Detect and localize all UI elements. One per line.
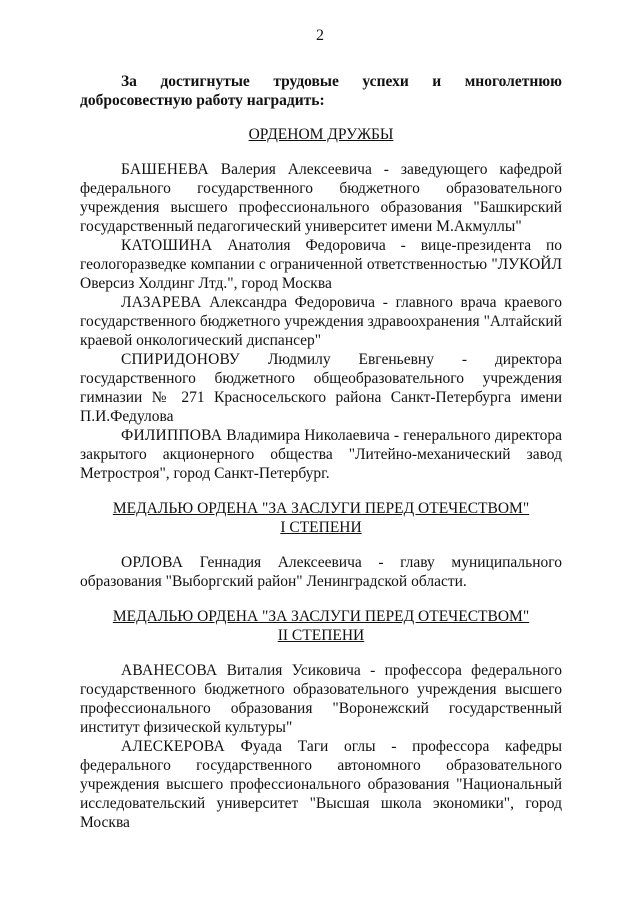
section-heading: ОРДЕНОМ ДРУЖБЫ bbox=[248, 126, 394, 143]
recipient-details: Валерия Алексеевича - заведующего кафедрой федерального государственного бюджетного образовательного учреждения высшего профессионального образования "Башкирский государственный педагогический университет имени М.Акмуллы" bbox=[80, 161, 562, 235]
section-heading: МЕДАЛЬЮ ОРДЕНА "ЗА ЗАСЛУГИ ПЕРЕД ОТЕЧЕСТВОМ" bbox=[112, 500, 530, 517]
award-entry bbox=[80, 553, 562, 591]
page-number: 2 bbox=[316, 27, 324, 44]
recipient-details: Анатолия Федоровича - вице-президента по геологоразведке компании с ограниченной ответственностью "ЛУКОЙЛ Оверсиз Холдинг Лтд.", город Москва bbox=[80, 237, 562, 292]
award-section-medal-second-degree bbox=[80, 607, 562, 832]
recipient-details: Людмилу Евгеньевну - директора государственного бюджетного общеобразовательного учреждения гимназии № 271 Красносельского района Санкт-Петербурга имени П.И.Федулова bbox=[80, 351, 562, 425]
recipient-surname: АЛЕСКЕРОВА bbox=[121, 738, 225, 755]
award-entry bbox=[80, 426, 562, 483]
award-section-order-of-friendship bbox=[80, 125, 562, 483]
recipient-surname: ЛАЗАРЕВА bbox=[121, 294, 202, 311]
recipient-surname: БАШЕНЕВА bbox=[121, 161, 209, 178]
award-entry bbox=[80, 236, 562, 293]
recipient-details: Александра Федоровича - главного врача краевого государственного бюджетного учреждения здравоохранения "Алтайский краевой онкологический диспансер" bbox=[80, 294, 562, 349]
section-heading-degree: II СТЕПЕНИ bbox=[277, 627, 365, 644]
award-entry bbox=[80, 160, 562, 236]
award-section-medal-first-degree bbox=[80, 499, 562, 591]
award-entry bbox=[80, 293, 562, 350]
section-heading: МЕДАЛЬЮ ОРДЕНА "ЗА ЗАСЛУГИ ПЕРЕД ОТЕЧЕСТВОМ" bbox=[112, 608, 530, 625]
recipient-surname: КАТОШИНА bbox=[121, 237, 213, 254]
document-body bbox=[80, 72, 562, 832]
recipient-surname: АВАНЕСОВА bbox=[121, 662, 218, 679]
recipient-details: Виталия Усиковича - профессора федерального государственного бюджетного образовательного учреждения высшего профессионального образования "Воронежский государственный институт физической культуры" bbox=[80, 662, 562, 736]
section-heading-degree: I СТЕПЕНИ bbox=[280, 519, 362, 536]
award-entry bbox=[80, 350, 562, 426]
award-intro: За достигнутые трудовые успехи и многолетнюю добросовестную работу наградить: bbox=[80, 73, 562, 109]
recipient-surname: СПИРИДОНОВУ bbox=[121, 351, 240, 368]
recipient-details: Владимира Николаевича - генерального директора закрытого акционерного общества "Литейно-механический завод Метростроя", город Санкт-Петербург. bbox=[80, 427, 562, 482]
award-entry bbox=[80, 737, 562, 832]
recipient-surname: ФИЛИППОВА bbox=[121, 427, 223, 444]
recipient-surname: ОРЛОВА bbox=[121, 554, 184, 571]
award-entry bbox=[80, 661, 562, 737]
recipient-details: Геннадия Алексеевича - главу муниципального образования "Выборгский район" Ленинградской области. bbox=[80, 554, 562, 590]
recipient-details: Фуада Таги оглы - профессора кафедры федерального государственного автономного образовательного учреждения высшего профессионального образования "Национальный исследовательский университет "Высшая школа экономики", город Москва bbox=[80, 738, 562, 831]
